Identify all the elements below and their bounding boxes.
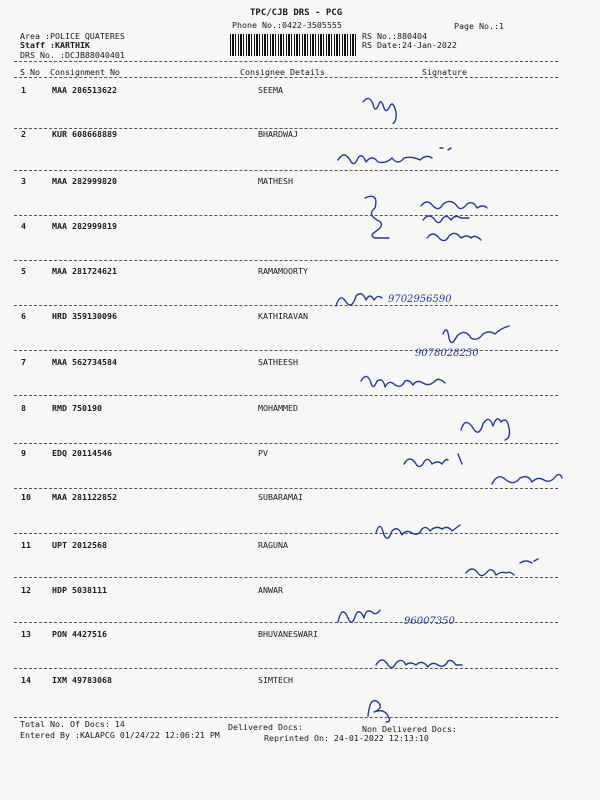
row-sno: 7 — [21, 357, 26, 367]
svg-text:9078028250: 9078028250 — [415, 348, 479, 359]
row-sno: 11 — [21, 540, 31, 550]
row-consignment: HDP 5038111 — [52, 585, 107, 595]
signature-5 — [330, 276, 480, 316]
row-consignee: SIMTECH — [258, 675, 293, 685]
row-consignment: MAA 281724621 — [52, 266, 117, 276]
row-sno: 2 — [21, 129, 26, 139]
row-consignment: IXM 49783068 — [52, 675, 112, 685]
row-consignment: KUR 608668889 — [52, 129, 117, 139]
signature-6 — [405, 320, 535, 360]
row-divider — [14, 395, 558, 396]
report-title: TPC/CJB DRS - PCG — [250, 8, 343, 18]
col-header-consignee: Consignee Details — [240, 67, 325, 77]
non-delivered-docs: Non Delivered Docs: — [362, 724, 457, 734]
row-consignee: ANWAR — [258, 585, 283, 595]
col-header-consignment: Consignment No — [50, 67, 120, 77]
row-consignee: BHUVANESWARI — [258, 629, 318, 639]
row-sno: 14 — [21, 675, 31, 685]
signature-10 — [370, 513, 480, 547]
row-divider — [14, 443, 558, 444]
row-sno: 9 — [21, 448, 26, 458]
row-consignment: MAA 562734584 — [52, 357, 117, 367]
row-consignee: SEEMA — [258, 85, 283, 95]
drs-number: DRS No. :DCJB88040401 — [20, 50, 125, 60]
row-consignment: EDQ 20114546 — [52, 448, 112, 458]
row-sno: 1 — [21, 85, 26, 95]
row-consignee: PV — [258, 448, 268, 458]
divider — [14, 61, 558, 62]
row-consignee: RAGUNA — [258, 540, 288, 550]
row-sno: 8 — [21, 403, 26, 413]
signature-3-4 — [355, 192, 555, 252]
row-sno: 5 — [21, 266, 26, 276]
barcode — [230, 34, 356, 56]
row-consignee: BHARDWAJ — [258, 129, 298, 139]
signature-9 — [400, 448, 570, 494]
row-consignment: MAA 282999820 — [52, 176, 117, 186]
row-consignee: SUBARAMAI — [258, 492, 303, 502]
row-divider — [14, 717, 558, 718]
entered-by: Entered By :KALAPCG 01/24/22 12:06:21 PM — [20, 730, 220, 740]
signature-1 — [355, 90, 415, 124]
signature-14 — [360, 690, 400, 724]
row-sno: 6 — [21, 311, 26, 321]
delivered-docs: Delivered Docs: — [228, 722, 303, 732]
row-consignee: MOHAMMED — [258, 403, 298, 413]
row-consignment: HRD 359130096 — [52, 311, 117, 321]
reprinted-on: Reprinted On: 24-01-2022 12:13:10 — [264, 733, 429, 743]
row-consignee: MATHESH — [258, 176, 293, 186]
row-sno: 3 — [21, 176, 26, 186]
col-header-signature: Signature — [422, 67, 467, 77]
signature-2 — [330, 142, 470, 172]
area-label: Area :POLICE QUATERES — [20, 31, 125, 41]
row-consignee: KATHIRAVAN — [258, 311, 308, 321]
row-divider — [14, 170, 558, 171]
total-docs: Total No. Of Docs: 14 — [20, 719, 125, 729]
row-consignment: MAA 282999819 — [52, 221, 117, 231]
signature-12 — [330, 596, 500, 636]
staff-label: Staff :KARTHIK — [20, 40, 90, 50]
rs-number: RS No.:880404 — [362, 31, 427, 41]
divider — [14, 77, 558, 78]
rs-date: RS Date:24-Jan-2022 — [362, 40, 457, 50]
signature-8 — [455, 402, 525, 442]
row-consignment: MAA 286513622 — [52, 85, 117, 95]
row-consignee: RAMAMOORTY — [258, 266, 308, 276]
phone-number: Phone No.:0422-3505555 — [232, 20, 342, 30]
row-divider — [14, 260, 558, 261]
row-sno: 13 — [21, 629, 31, 639]
row-consignment: PON 4427516 — [52, 629, 107, 639]
svg-text:96007350: 96007350 — [404, 616, 455, 627]
svg-text:9702956590: 9702956590 — [388, 294, 452, 305]
row-consignee: SATHEESH — [258, 357, 298, 367]
row-sno: 10 — [21, 492, 31, 502]
row-consignment: UPT 2012568 — [52, 540, 107, 550]
row-sno: 12 — [21, 585, 31, 595]
signature-13 — [370, 647, 500, 681]
row-consignment: MAA 281122852 — [52, 492, 117, 502]
row-consignment: RMD 750190 — [52, 403, 102, 413]
signature-11 — [460, 555, 560, 589]
signature-7 — [355, 367, 475, 397]
row-sno: 4 — [21, 221, 26, 231]
page-number: Page No.:1 — [454, 21, 504, 31]
col-header-sno: S No — [20, 67, 40, 77]
